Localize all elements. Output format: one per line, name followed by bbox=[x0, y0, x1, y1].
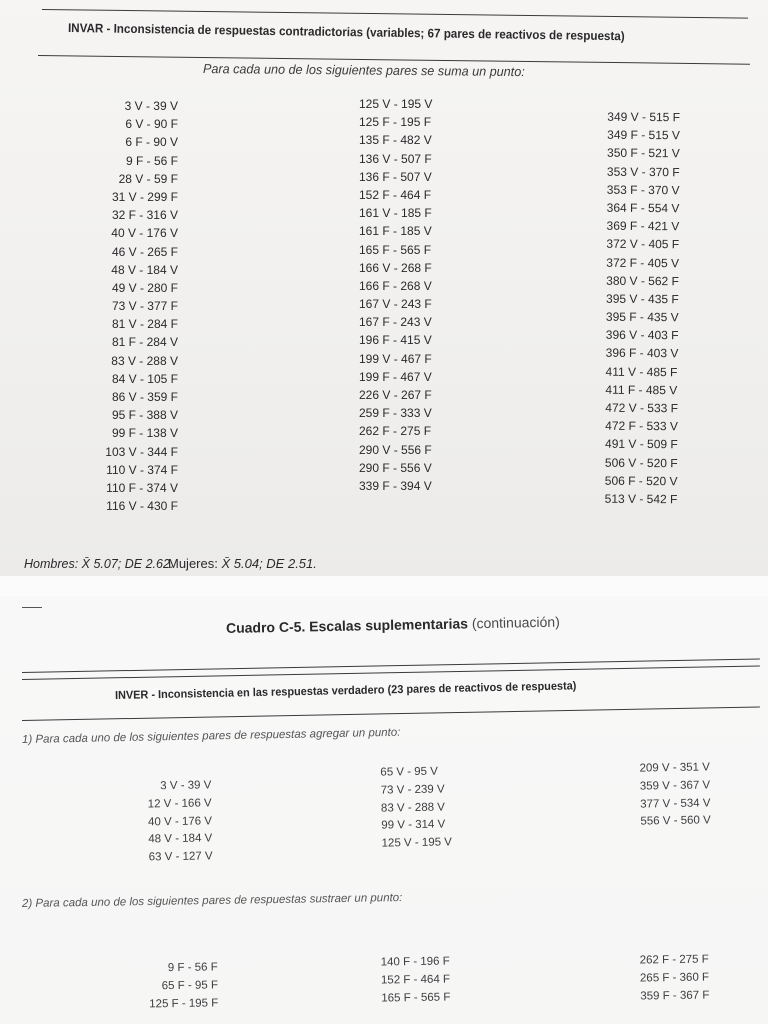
item-pair: 136 F - 507 V bbox=[359, 169, 432, 184]
item-pair: 125 V - 195 V bbox=[381, 836, 453, 850]
item-pair: 165 F - 565 F bbox=[359, 242, 432, 257]
item-pair: 395 F - 435 V bbox=[605, 309, 679, 325]
item-pair: 83 V - 288 V bbox=[380, 801, 446, 815]
item-pair: 372 V - 405 F bbox=[606, 237, 680, 252]
item-pair: 65 V - 95 V bbox=[380, 765, 439, 779]
item-pair: 81 F - 284 V bbox=[111, 335, 178, 350]
item-pair: 353 F - 370 V bbox=[606, 182, 680, 198]
invar-title: INVAR - Inconsistencia de respuestas contradictorias (variables; 67 pares de reactivos de respuesta) bbox=[67, 21, 625, 44]
instruction-subtract: 2) Para cada uno de los siguientes pares de respuestas sustraer un punto: bbox=[21, 892, 403, 910]
top-rule bbox=[42, 9, 748, 19]
add-column-3 bbox=[639, 759, 711, 831]
caption-rule-1 bbox=[22, 658, 760, 673]
invar-subtitle: Para cada uno de los siguientes pares se suma un punto: bbox=[202, 61, 525, 80]
item-pair: 339 F - 394 V bbox=[359, 478, 432, 493]
item-pair: 161 V - 185 F bbox=[359, 206, 432, 221]
item-pair: 125 F - 195 F bbox=[149, 996, 219, 1011]
item-pair: 99 V - 314 V bbox=[381, 818, 446, 833]
item-pair: 396 F - 403 V bbox=[605, 346, 679, 361]
add-column-2 bbox=[380, 763, 452, 853]
invar-column-3 bbox=[605, 108, 681, 509]
item-pair: 116 V - 430 F bbox=[106, 499, 178, 514]
item-pair: 349 V - 515 F bbox=[607, 109, 681, 125]
item-pair: 49 V - 280 F bbox=[111, 280, 178, 295]
item-pair: 196 F - 415 V bbox=[359, 333, 432, 348]
item-pair: 350 F - 521 V bbox=[607, 146, 680, 161]
item-pair: 3 V - 39 V bbox=[160, 779, 212, 793]
item-pair: 209 V - 351 V bbox=[639, 761, 710, 775]
item-pair: 135 F - 482 V bbox=[359, 133, 432, 148]
item-pair: 359 V - 367 V bbox=[639, 779, 711, 793]
item-pair: 63 V - 127 V bbox=[148, 850, 213, 864]
item-pair: 125 V - 195 V bbox=[359, 97, 433, 111]
item-pair: 491 V - 509 F bbox=[605, 437, 678, 452]
item-pair: 506 F - 520 V bbox=[604, 473, 678, 488]
item-pair: 290 F - 556 V bbox=[359, 460, 432, 475]
item-pair: 364 F - 554 V bbox=[606, 200, 680, 216]
item-pair: 359 F - 367 F bbox=[640, 989, 710, 1003]
item-pair: 262 F - 275 F bbox=[639, 953, 709, 967]
invar-column-1 bbox=[68, 97, 178, 515]
item-pair: 110 V - 374 F bbox=[106, 462, 178, 477]
item-pair: 167 V - 243 F bbox=[359, 297, 432, 312]
footer-women: Mujeres: X̄ 5.04; DE 2.51. bbox=[168, 556, 317, 571]
item-pair: 84 V - 105 F bbox=[111, 371, 178, 386]
item-pair: 48 V - 184 V bbox=[111, 262, 178, 277]
table-caption: Cuadro C-5. Escalas suplementarias (continuación) bbox=[225, 613, 560, 636]
item-pair: 99 F - 138 V bbox=[111, 426, 178, 441]
item-pair: 110 F - 374 V bbox=[106, 480, 178, 495]
item-pair: 40 V - 176 V bbox=[111, 226, 178, 241]
item-pair: 472 F - 533 V bbox=[605, 418, 678, 434]
invar-column-2 bbox=[359, 95, 432, 495]
item-pair: 380 V - 562 F bbox=[606, 273, 679, 288]
item-pair: 259 F - 333 V bbox=[359, 406, 432, 421]
item-pair: 369 F - 421 V bbox=[606, 218, 680, 234]
item-pair: 103 V - 344 F bbox=[105, 444, 178, 459]
item-pair: 161 F - 185 V bbox=[359, 224, 432, 239]
item-pair: 513 V - 542 F bbox=[604, 491, 678, 507]
item-pair: 9 F - 56 F bbox=[125, 153, 178, 168]
item-pair: 166 V - 268 F bbox=[359, 260, 432, 275]
item-pair: 40 V - 176 V bbox=[147, 814, 213, 829]
item-pair: 73 V - 239 V bbox=[380, 783, 445, 797]
item-pair: 6 F - 90 V bbox=[125, 135, 178, 150]
item-pair: 152 F - 464 F bbox=[380, 973, 451, 987]
item-pair: 136 V - 507 F bbox=[359, 151, 432, 166]
subtract-column-1 bbox=[134, 959, 219, 1014]
item-pair: 9 F - 56 F bbox=[167, 961, 218, 975]
item-pair: 81 V - 284 F bbox=[111, 317, 178, 332]
item-pair: 165 F - 565 F bbox=[381, 991, 451, 1005]
bottom-page bbox=[0, 596, 768, 1024]
corner-mark bbox=[22, 607, 42, 608]
item-pair: 6 V - 90 F bbox=[125, 117, 178, 132]
inver-underline bbox=[22, 706, 760, 721]
subtract-column-3 bbox=[640, 951, 710, 1005]
item-pair: 125 F - 195 F bbox=[359, 115, 432, 130]
inver-title: INVER - Inconsistencia en las respuestas verdadero (23 pares de reactivos de respuesta) bbox=[114, 680, 577, 702]
item-pair: 12 V - 166 V bbox=[147, 797, 212, 811]
caption-rule-2 bbox=[22, 665, 760, 680]
item-pair: 353 V - 370 F bbox=[606, 164, 680, 179]
item-pair: 411 V - 485 F bbox=[605, 364, 678, 379]
item-pair: 395 V - 435 F bbox=[606, 291, 679, 307]
item-pair: 3 V - 39 V bbox=[124, 99, 178, 113]
item-pair: 140 F - 196 F bbox=[380, 955, 450, 969]
item-pair: 199 F - 467 V bbox=[359, 369, 432, 384]
item-pair: 31 V - 299 F bbox=[111, 189, 178, 204]
item-pair: 262 F - 275 F bbox=[359, 424, 432, 439]
item-pair: 372 F - 405 V bbox=[606, 255, 680, 270]
item-pair: 83 V - 288 V bbox=[111, 353, 178, 368]
add-column-1 bbox=[133, 777, 213, 867]
item-pair: 265 F - 360 F bbox=[639, 971, 710, 985]
item-pair: 167 F - 243 V bbox=[359, 315, 432, 330]
subtract-column-2 bbox=[381, 953, 451, 1007]
item-pair: 226 V - 267 F bbox=[359, 388, 432, 402]
item-pair: 556 V - 560 V bbox=[640, 814, 711, 828]
item-pair: 32 F - 316 V bbox=[111, 208, 178, 223]
item-pair: 349 F - 515 V bbox=[607, 127, 680, 143]
item-pair: 86 V - 359 F bbox=[111, 390, 178, 404]
item-pair: 73 V - 377 F bbox=[111, 299, 178, 314]
item-pair: 411 F - 485 V bbox=[605, 382, 678, 398]
instruction-add: 1) Para cada uno de los siguientes pares de respuestas agregar un punto: bbox=[21, 726, 401, 746]
item-pair: 95 F - 388 V bbox=[111, 408, 178, 423]
item-pair: 166 F - 268 V bbox=[359, 278, 432, 293]
footer-men: Hombres: X̄ 5.07; DE 2.62. bbox=[24, 557, 174, 571]
item-pair: 28 V - 59 F bbox=[118, 171, 178, 186]
page-gap bbox=[0, 576, 768, 596]
item-pair: 199 V - 467 F bbox=[359, 351, 432, 366]
item-pair: 472 V - 533 F bbox=[605, 400, 679, 416]
item-pair: 377 V - 534 V bbox=[640, 796, 711, 811]
item-pair: 65 F - 95 F bbox=[161, 979, 219, 993]
item-pair: 396 V - 403 F bbox=[605, 327, 679, 343]
item-pair: 506 V - 520 F bbox=[604, 455, 678, 470]
item-pair: 290 V - 556 F bbox=[359, 442, 432, 457]
item-pair: 46 V - 265 F bbox=[111, 244, 178, 259]
item-pair: 48 V - 184 V bbox=[148, 832, 213, 846]
item-pair: 152 F - 464 F bbox=[359, 187, 432, 202]
